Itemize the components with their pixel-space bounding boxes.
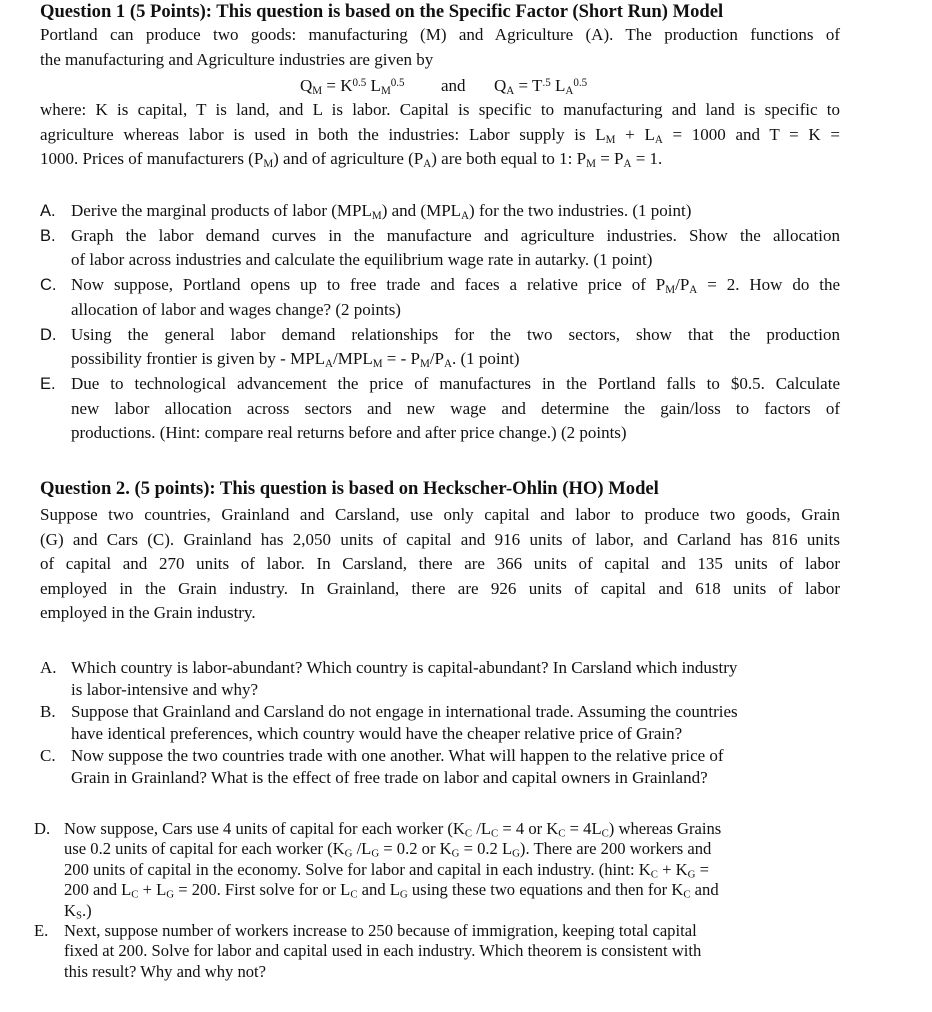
item-line: use 0.2 units of capital for each worker ($K_G$ $/L_G = 0.2$ or $K_G = 0.2$ $L_G$). There are 200 workers and xyxy=(64,839,712,861)
q2-intro-line: of capital and 270 units of labor. In Carsland, there are 366 units of capital and 135 units of labor xyxy=(40,554,840,574)
q2-item-e xyxy=(34,921,794,982)
item-text xyxy=(64,921,794,982)
q1-item-b xyxy=(40,224,840,273)
q2-item-c xyxy=(40,745,840,789)
item-line: productions. (Hint: compare real returns before and after price change.) (2 points) xyxy=(71,423,627,443)
q2-intro xyxy=(40,503,840,626)
item-line: Next, suppose number of workers increase to 250 because of immigration, keeping total capital xyxy=(64,921,697,941)
item-line: 200 units of capital in the economy. Solve for labor and capital in each industry. (hint: $K_C + K_G$ = xyxy=(64,859,709,881)
item-line: have identical preferences, which country would have the cheaper relative price of Grain? xyxy=(71,724,683,743)
q1-item-d xyxy=(40,323,840,372)
item-label: C. xyxy=(40,276,57,295)
q2-item-b xyxy=(40,701,840,745)
item-line: Now suppose, Portland opens up to free trade and faces a relative price of $P_M/P_A = 2$. How do the xyxy=(71,275,840,296)
q2-item-d xyxy=(34,819,794,921)
formula-and: and xyxy=(441,76,466,95)
item-label: B. xyxy=(40,702,56,721)
q2-item-a xyxy=(40,657,840,701)
item-line: allocation of labor and wages change? (2 points) xyxy=(71,299,401,319)
item-text xyxy=(71,199,840,224)
item-label: E. xyxy=(40,374,56,393)
q1-item-c xyxy=(40,273,840,322)
item-label: A. xyxy=(40,658,57,677)
item-text xyxy=(71,701,840,745)
item-text xyxy=(71,323,840,372)
q1-subquestions xyxy=(40,199,840,446)
q2-intro-line: (G) and Cars (C). Grainland has 2,050 units of capital and 916 units of labor, and Carland has 816 units xyxy=(40,529,840,549)
item-text xyxy=(71,745,840,789)
item-label: E. xyxy=(34,921,49,941)
item-line: this result? Why and why not? xyxy=(64,961,267,981)
item-label: B. xyxy=(40,226,56,245)
item-line: possibility frontier is given by - $MPL_A/MPL_M$ = - $P_M/P_A$. (1 point) xyxy=(71,349,520,370)
q1-where xyxy=(40,98,840,172)
item-line: fixed at 200. Solve for labor and capital used in each industry. Which theorem is consistent with xyxy=(64,941,702,961)
item-label: D. xyxy=(34,819,51,838)
q1-where-line: agriculture whereas labor is used in both the industries: Labor supply is $L_M + L_A = 1000$ and T = K = xyxy=(40,124,840,146)
q2-intro-line: employed in the Grain industry. In Grainland, there are 926 units of capital and 618 units of labor xyxy=(40,578,840,598)
manufacturing-production-function: $Q_M = K^{0.5}$ $L_M^{0.5}$ xyxy=(300,76,405,97)
q2-intro-line: employed in the Grain industry. xyxy=(40,603,256,623)
q2-title: Question 2. (5 points): This question is based on Heckscher-Ohlin (HO) Model xyxy=(40,478,659,499)
item-line: Suppose that Grainland and Carsland do not engage in international trade. Assuming the countries xyxy=(71,702,738,721)
item-line: Now suppose, Cars use 4 units of capital for each worker ($K_C$ $/L_C = 4$ or $K_C = 4L_C$) whereas Grains xyxy=(64,819,722,840)
item-line: Grain in Grainland? What is the effect of free trade on labor and capital owners in Grainland? xyxy=(71,768,708,787)
agriculture-production-function: $Q_A = T^{.5}$ $L_A^{0.5}$ xyxy=(494,76,588,97)
item-line: Derive the marginal products of labor $(MPL_M)$ and $(MPL_A)$ for the two industries. (1 point) xyxy=(71,201,692,222)
q1-intro-line: Portland can produce two goods: manufacturing (M) and Agriculture (A). The production functions of xyxy=(40,25,840,44)
item-text xyxy=(64,819,794,921)
item-text xyxy=(71,657,840,701)
q2-subquestions-abc xyxy=(40,657,840,789)
item-line: is labor-intensive and why? xyxy=(71,680,259,699)
q1-where-line: 1000. Prices of manufacturers $(P_M)$ and of agriculture $(P_A)$ are both equal to 1: $P_M = P_A = 1$. xyxy=(40,149,663,170)
item-line: of labor across industries and calculate the equilibrium wage rate in autarky. (1 point) xyxy=(71,250,653,270)
q2-intro-line: Suppose two countries, Grainland and Carsland, use only capital and labor to produce two goods, Grain xyxy=(40,505,840,524)
item-line: 200 and $L_C + L_G = 200$. First solve for or $L_C$ and $L_G$ using these two equations and then for $K_C$ and xyxy=(64,880,719,901)
item-line: Using the general labor demand relationships for the two sectors, show that the production xyxy=(71,324,840,344)
q1-intro xyxy=(40,23,840,72)
item-text xyxy=(71,224,840,273)
item-text xyxy=(71,372,840,446)
q1-item-e xyxy=(40,372,840,446)
item-label: D. xyxy=(40,325,57,344)
item-text xyxy=(71,273,840,322)
item-line: Graph the labor demand curves in the manufacture and agriculture industries. Show the allocation xyxy=(71,225,840,245)
q1-intro-line: the manufacturing and Agriculture industries are given by xyxy=(40,49,434,69)
item-label: C. xyxy=(40,746,56,765)
q1-where-line: where: K is capital, T is land, and L is labor. Capital is specific to manufacturing and land is specific to xyxy=(40,100,840,119)
q1-title: Question 1 (5 Points): This question is based on the Specific Factor (Short Run) Model xyxy=(40,1,724,22)
item-line: Due to technological advancement the price of manufactures in the Portland falls to $0.5. Calculate xyxy=(71,373,840,393)
item-line: $K_S$.) xyxy=(64,900,92,922)
q2-subquestions-de xyxy=(34,819,794,982)
item-line: Which country is labor-abundant? Which country is capital-abundant? In Carsland which industry xyxy=(71,658,738,677)
item-line: new labor allocation across sectors and new wage and determine the gain/loss to factors of xyxy=(71,398,840,418)
item-line: Now suppose the two countries trade with one another. What will happen to the relative price of xyxy=(71,746,724,765)
q1-item-a xyxy=(40,199,840,224)
item-label: A. xyxy=(40,202,56,220)
